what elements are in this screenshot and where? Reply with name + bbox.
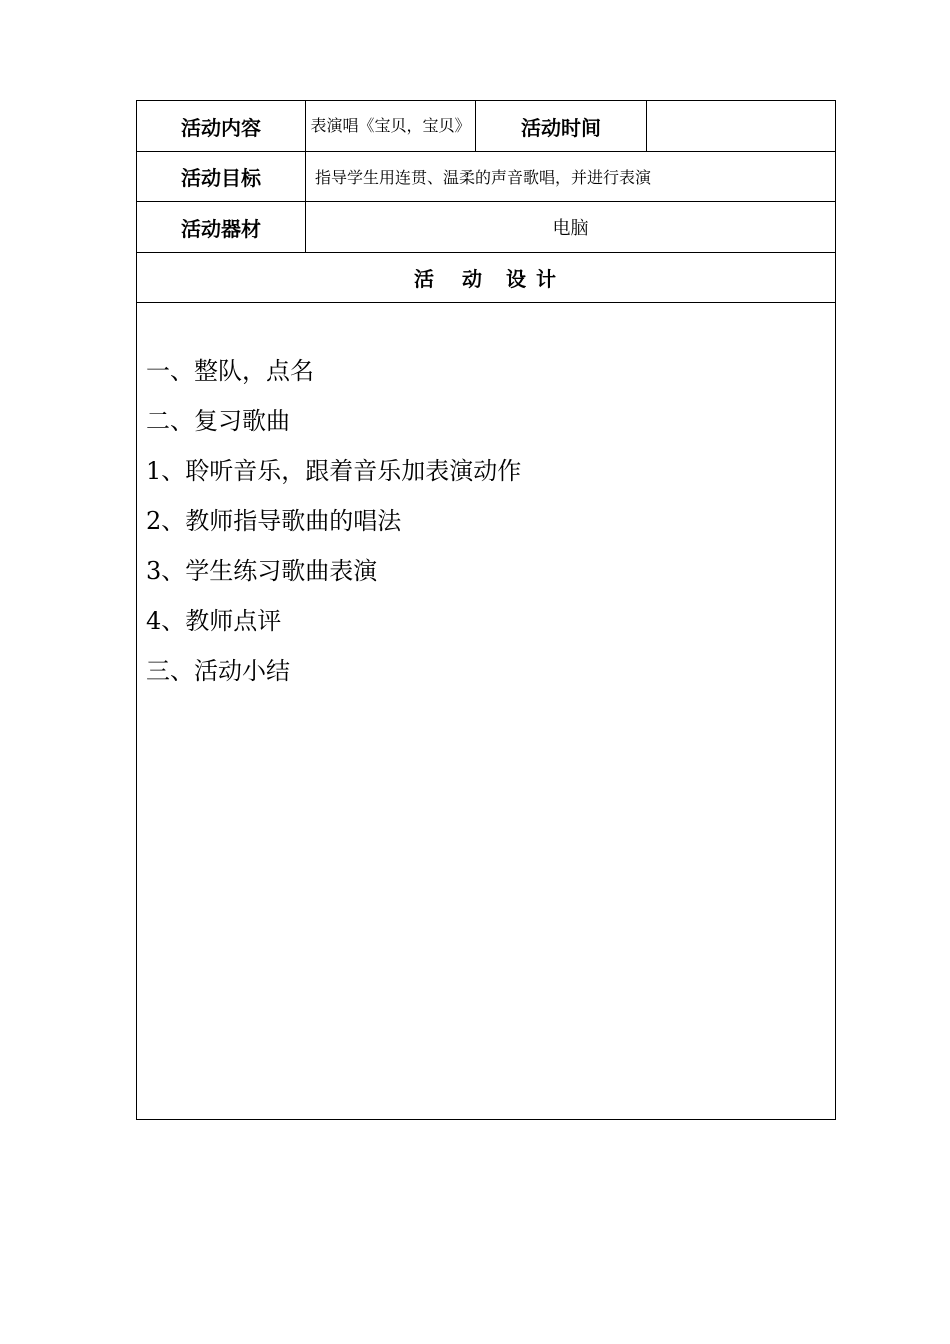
activity-plan-table	[136, 100, 836, 1120]
row-design-title	[137, 253, 836, 303]
design-step: 1、聆听音乐，跟着音乐加表演动作	[146, 457, 522, 485]
design-title-char: 设	[506, 267, 528, 291]
design-step: 一、整队，点名	[146, 357, 314, 385]
design-step: 4、教师点评	[146, 607, 282, 635]
content-label: 活动内容	[137, 101, 306, 152]
equipment-label: 活动器材	[137, 202, 306, 253]
row-equipment	[137, 202, 836, 253]
time-label: 活动时间	[476, 101, 647, 152]
design-title-char: 计	[536, 267, 558, 291]
goal-label: 活动目标	[137, 152, 306, 202]
row-goal	[137, 152, 836, 202]
design-title-char: 活	[414, 267, 436, 291]
design-step: 三、活动小结	[146, 657, 290, 685]
design-step: 二、复习歌曲	[146, 407, 290, 435]
row-design-body	[137, 303, 836, 1120]
design-step: 3、学生练习歌曲表演	[146, 557, 378, 585]
design-step: 2、教师指导歌曲的唱法	[146, 507, 402, 535]
design-title-char: 动	[462, 267, 484, 291]
equipment-value: 电脑	[306, 202, 836, 253]
row-content	[137, 101, 836, 152]
design-body	[137, 303, 836, 1120]
time-value	[647, 101, 836, 152]
design-title	[137, 253, 836, 303]
content-value: 表演唱《宝贝，宝贝》	[306, 101, 476, 152]
goal-value: 指导学生用连贯、温柔的声音歌唱，并进行表演	[306, 152, 836, 202]
